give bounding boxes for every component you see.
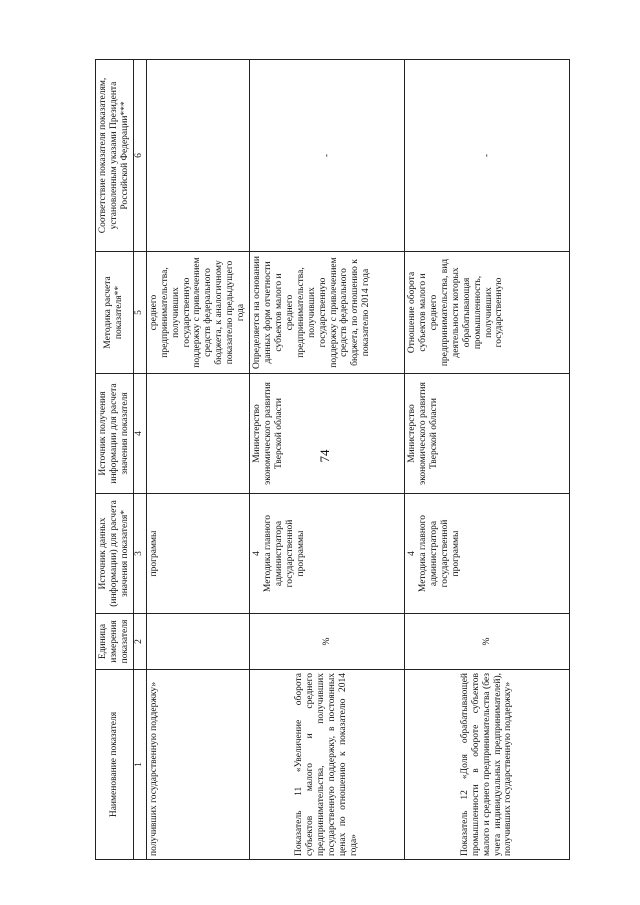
column-number: 2 [133,614,146,670]
indicator-unit: % [250,614,405,670]
indicator-info-source: Министерство экономического развития Тверской области [405,374,570,494]
header-method: Методика расчета показателя** [96,252,134,374]
indicator-unit: % [405,614,570,670]
indicators-table [95,59,570,860]
column-number: 6 [133,60,146,252]
data-source-text: Методика главного администратора государственной программы [262,514,306,593]
header-name: Наименование показателя [96,670,134,860]
header-info-source: Источник получения информации для расчета значения показателя [96,374,134,494]
header-data-source: Источник данных (информации) для расчета значения показателя* [96,494,134,614]
indicator-name: получивших государственную поддержку» [146,670,249,860]
column-number: 1 [133,670,146,860]
column-number: 5 [133,252,146,374]
indicator-compliance: - [405,60,570,252]
indicator-info-source: Министерство экономического развития Тверской области [250,374,405,494]
indicator-name: Показатель 11 «Увеличение оборота субъектов малого и среднего предпринимательства, получивших государственную поддержку, в постоянных ценах по отношению к показателю 2014 года» [250,670,405,860]
data-source-text: Методика главного администратора государственной программы [417,514,461,593]
table-row [405,60,570,860]
indicator-data-source [405,494,570,614]
header-row [96,60,134,860]
indicator-method: Отношение оборота субъектов малого и среднего предпринимательства, вид деятельности которых обрабатывающая промышленность, получивших государственную [405,252,570,374]
indicator-method: среднего предпринимательства, получивших государственную поддержку с привлечением средств федерального бюджета, к аналогичному показателю предыдущего года [146,252,249,374]
indicator-data-source: программы [146,494,249,614]
header-unit: Единица измерения показателя [96,614,134,670]
table-row [146,60,249,860]
data-source-number: 4 [252,551,263,556]
data-source-number: 4 [407,551,418,556]
indicator-info-source [146,374,249,494]
column-number-row [133,60,146,860]
page-number: 74 [317,449,332,463]
table-row [250,60,405,860]
indicator-compliance [146,60,249,252]
indicator-unit [146,614,249,670]
indicator-data-source [250,494,405,614]
indicator-method: Определяется на основании данных форм отчетности субъектов малого и среднего предпринимательства, получивших государственную поддержку с привлечением средств федерального бюджета, по отношению к показателю 2014 года [250,252,405,374]
column-number: 4 [133,374,146,494]
rotated-table-container [95,60,525,860]
header-compliance: Соответствие показателя показателям, установленным указами Президента Российской Федерации*** [96,60,134,252]
indicator-compliance: - [250,60,405,252]
column-number: 3 [133,494,146,614]
indicator-name: Показатель 12 «Доля обрабатывающей промышленности в обороте субъектов малого и среднего предпринимательства (без учета индивидуальных предпринимателей), получивших государственную поддержку» [405,670,570,860]
